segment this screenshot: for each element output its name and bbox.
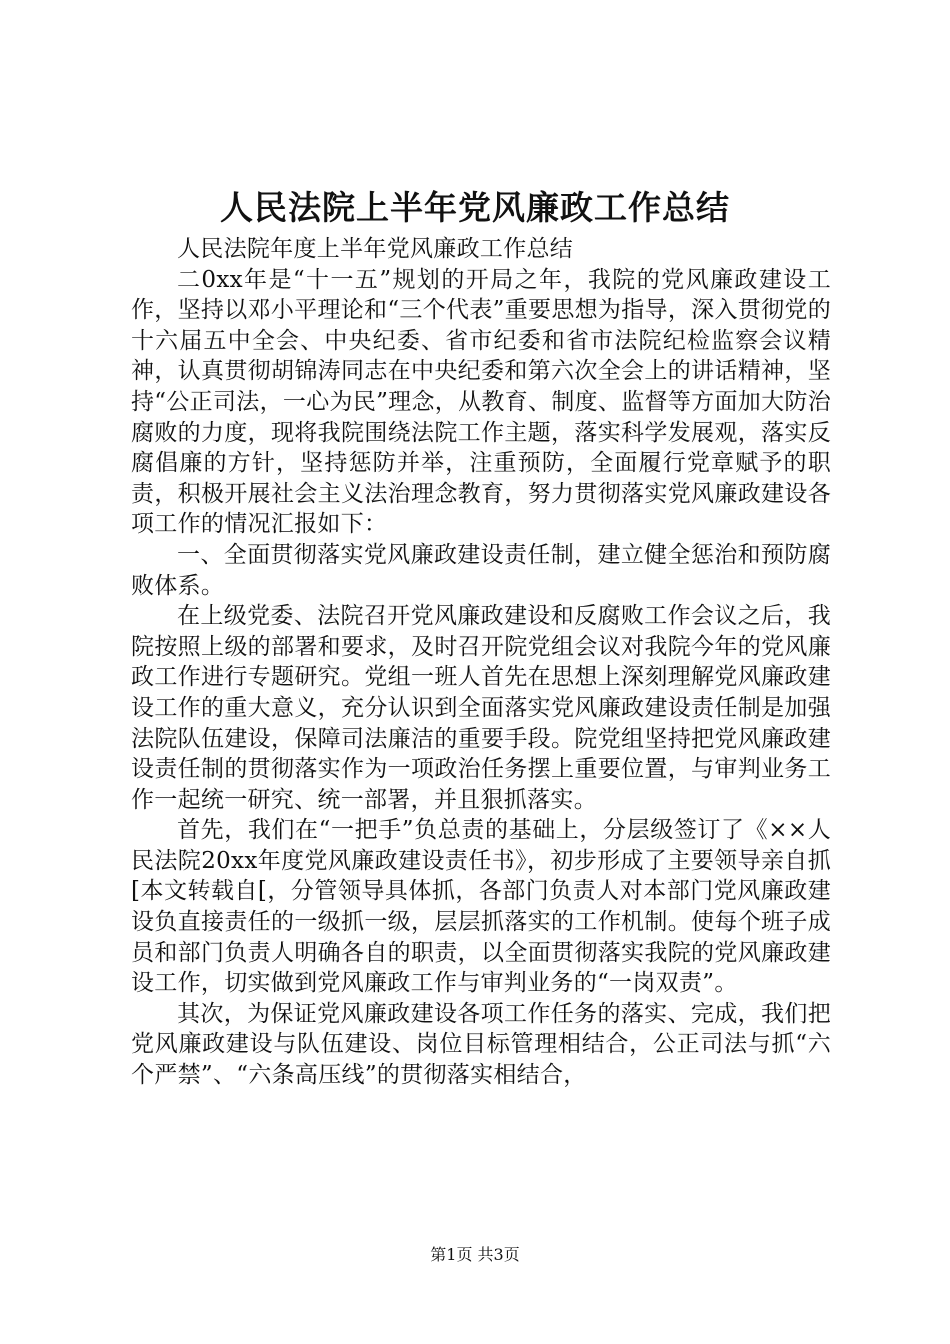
body-paragraph: 其次，为保证党风廉政建设各项工作任务的落实、完成，我们把党风廉政建设与队伍建设、岗位目标管理相结合，公正司法与抓“六个严禁”、“六条高压线”的贯彻落实相结合， xyxy=(131,1000,831,1089)
subtitle-paragraph: 人民法院年度上半年党风廉政工作总结 xyxy=(177,236,574,262)
section-heading: 一、全面贯彻落实党风廉政建设责任制，建立健全惩治和预防腐败体系。 xyxy=(131,541,831,599)
document-title: 人民法院上半年党风廉政工作总结 xyxy=(220,188,730,227)
intro-paragraph: 二0xx年是“十一五”规划的开局之年，我院的党风廉政建设工作，坚持以邓小平理论和“三个代表”重要思想为指导，深入贯彻党的十六届五中全会、中央纪委、省市纪委和省市法院纪检监察会议精神，认真贯彻胡锦涛同志在中央纪委和第六次全会上的讲话精神，坚持“公正司法，一心为民”理念，从教育、制度、监督等方面加大防治腐败的力度，现将我院围绕法院工作主题，落实科学发展观，落实反腐倡廉的方针，坚持惩防并举，注重预防，全面履行党章赋予的职责，积极开展社会主义法治理念教育，努力贯彻落实党风廉政建设各项工作的情况汇报如下： xyxy=(131,266,831,538)
body-paragraph: 在上级党委、法院召开党风廉政建设和反腐败工作会议之后，我院按照上级的部署和要求，及时召开院党组会议对我院今年的党风廉政工作进行专题研究。党组一班人首先在思想上深刻理解党风廉政建设工作的重大意义，充分认识到全面落实党风廉政建设责任制是加强法院队伍建设，保障司法廉洁的重要手段。院党组坚持把党风廉政建设责任制的贯彻落实作为一项政治任务摆上重要位置，与审判业务工作一起统一研究、统一部署，并且狠抓落实。 xyxy=(131,603,831,813)
body-paragraph: 首先，我们在“一把手”负总责的基础上，分层级签订了《××人民法院20xx年度党风廉政建设责任书》，初步形成了主要领导亲自抓[本文转载自[，分管领导具体抓，各部门负责人对本部门党风廉政建设负直接责任的一级抓一级，层层抓落实的工作机制。使每个班子成员和部门负责人明确各自的职责，以全面贯彻落实我院的党风廉政建设工作，切实做到党风廉政工作与审判业务的“一岗双责”。 xyxy=(131,817,831,997)
document-body xyxy=(131,234,831,1091)
page-footer: 第1页 共3页 xyxy=(430,1245,520,1264)
